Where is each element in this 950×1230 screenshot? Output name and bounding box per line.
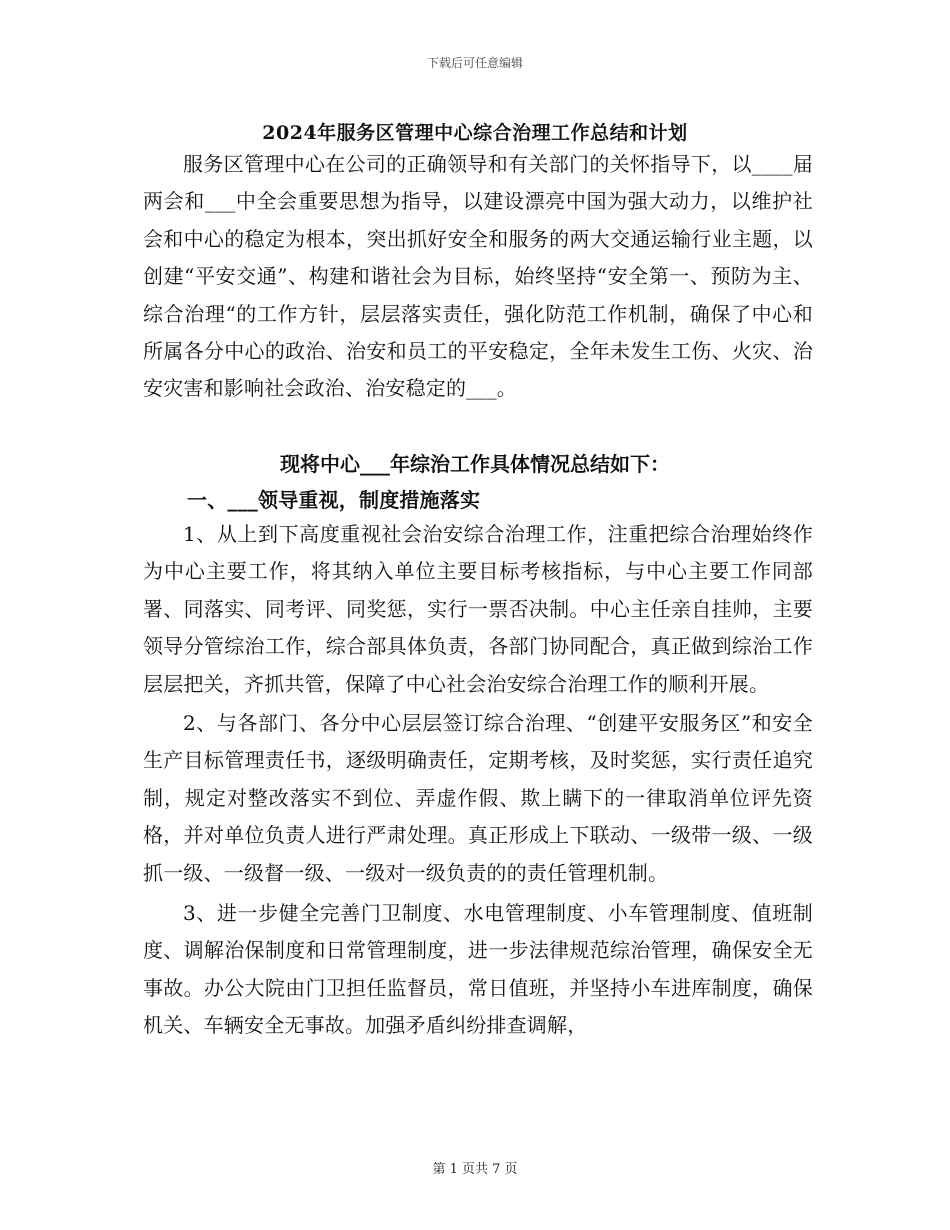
paragraph-1: 1、从上到下高度重视社会治安综合治理工作，注重把综合治理始终作为中心主要工作，将其纳入单位主要目标考核指标，与中心主要工作同部署、同落实、同考评、同奖惩，实行一票否决制。中心主任亲自挂帅，主要领导分管综治工作，综合部具体负责，各部门协同配合，真正做到综治工作层层把关，齐抓共管，保障了中心社会治安综合治理工作的顺利开展。: [143, 522, 813, 696]
intro-block: [143, 146, 813, 408]
page-header: 下载后可任意编辑: [426, 56, 523, 70]
page-footer: 第 1 页共 7 页: [432, 1162, 518, 1177]
section-1-body: [143, 516, 813, 1045]
document-title: 2024年服务区管理中心综合治理工作总结和计划: [262, 122, 688, 144]
summary-heading: 现将中心___年综治工作具体情况总结如下：: [280, 452, 670, 476]
section-1-heading: 一、___领导重视，制度措施落实: [187, 488, 481, 512]
paragraph-2: 2、与各部门、各分中心层层签订综合治理、“创建平安服务区”和安全生产目标管理责任书，逐级明确责任，定期考核，及时奖惩，实行责任追究制，规定对整改落实不到位、弄虚作假、欺上瞒下的一律取消单位评先资格，并对单位负责人进行严肃处理。真正形成上下联动、一级带一级、一级抓一级、一级督一级、一级对一级负责的的责任管理机制。: [143, 711, 813, 885]
intro-paragraph: 服务区管理中心在公司的正确领导和有关部门的关怀指导下，以____届两会和___中全会重要思想为指导，以建设漂亮中国为强大动力，以维护社会和中心的稳定为根本，突出抓好安全和服务的两大交通运输行业主题，以创建“平安交通”、构建和谐社会为目标，始终坚持“安全第一、预防为主、综合治理“的工作方针，层层落实责任，强化防范工作机制，确保了中心和所属各分中心的政治、治安和员工的平安稳定，全年未发生工伤、火灾、治安灾害和影响社会政治、治安稳定的___。: [143, 152, 813, 401]
paragraph-3: 3、进一步健全完善门卫制度、水电管理制度、小车管理制度、值班制度、调解治保制度和日常管理制度，进一步法律规范综治管理，确保安全无事故。办公大院由门卫担任监督员，常日值班，并坚持小车进库制度，确保机关、车辆安全无事故。加强矛盾纠纷排查调解，: [143, 901, 813, 1038]
section-1-heading-block: [143, 482, 813, 519]
